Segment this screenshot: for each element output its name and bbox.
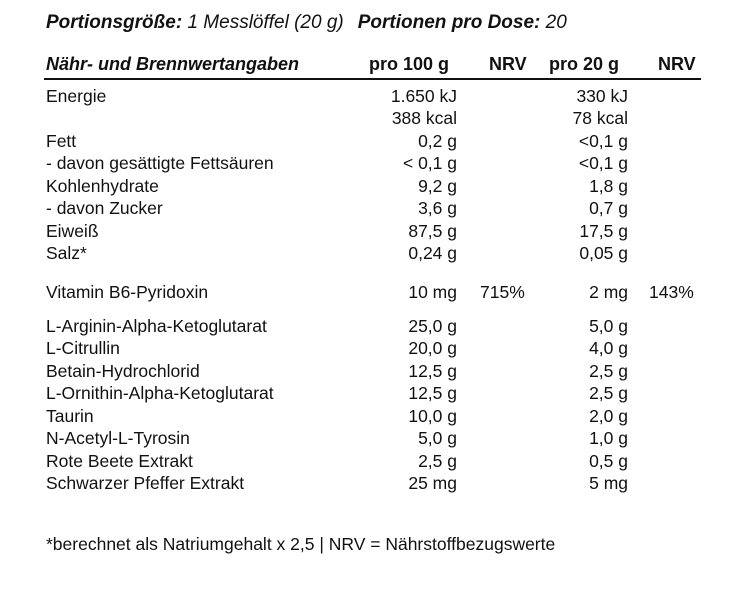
row-value-20g: 1,0 g (589, 428, 628, 448)
row-label: Betain-Hydrochlorid (46, 361, 200, 381)
footnote: *berechnet als Natriumgehalt x 2,5 | NRV = Nährstoffbezugswerte (46, 534, 556, 554)
row-nrv-20g: 143% (649, 282, 694, 302)
header-per-100g: pro 100 g (369, 54, 450, 74)
row-label: L-Citrullin (46, 338, 120, 358)
row-value-20g: 330 kJ (576, 86, 628, 106)
row-value-20g: 17,5 g (579, 221, 628, 241)
row-value-100g: 10,0 g (408, 406, 457, 426)
row-label: - davon Zucker (46, 198, 163, 218)
row-value-20g: 78 kcal (572, 108, 628, 128)
servings-per-can-value: 20 (545, 12, 567, 33)
serving-size-label: Portionsgröße: (46, 12, 183, 33)
row-value-20g: 2,5 g (589, 361, 628, 381)
row-value-100g: < 0,1 g (402, 153, 457, 173)
row-label: Schwarzer Pfeffer Extrakt (46, 473, 245, 493)
row-value-20g: 4,0 g (589, 338, 628, 358)
row-label: N-Acetyl-L-Tyrosin (46, 428, 190, 448)
header-nutrition-label: Nähr- und Brennwertangaben (46, 54, 300, 74)
row-label: L-Ornithin-Alpha-Ketoglutarat (46, 383, 274, 403)
row-label: Fett (46, 131, 77, 151)
row-value-100g: 3,6 g (418, 198, 457, 218)
row-value-20g: 5,0 g (589, 316, 628, 336)
row-value-100g: 5,0 g (418, 428, 457, 448)
row-label: Kohlenhydrate (46, 176, 159, 196)
row-value-100g: 87,5 g (408, 221, 457, 241)
row-label: Rote Beete Extrakt (46, 451, 193, 471)
row-label: Salz* (46, 243, 87, 263)
row-value-100g: 1.650 kJ (390, 86, 457, 106)
row-value-100g: 20,0 g (408, 338, 457, 358)
row-value-20g: 2 mg (589, 282, 628, 302)
row-value-20g: 2,0 g (589, 406, 628, 426)
row-value-20g: 5 mg (589, 473, 628, 493)
row-value-100g: 12,5 g (408, 361, 457, 381)
row-value-100g: 388 kcal (391, 108, 457, 128)
row-value-100g: 9,2 g (418, 176, 457, 196)
row-value-100g: 0,2 g (418, 131, 457, 151)
row-label: Taurin (46, 406, 94, 426)
row-value-100g: 12,5 g (408, 383, 457, 403)
header-rule (44, 78, 701, 80)
row-value-20g: 1,8 g (589, 176, 628, 196)
row-label: L-Arginin-Alpha-Ketoglutarat (46, 316, 267, 336)
row-nrv-100g: 715% (480, 282, 525, 302)
row-label: Eiweiß (46, 221, 99, 241)
row-value-100g: 25,0 g (408, 316, 457, 336)
header-nrv-20g: NRV (658, 54, 696, 74)
row-value-100g: 10 mg (408, 282, 457, 302)
header-nrv-100g: NRV (489, 54, 527, 74)
row-value-100g: 2,5 g (418, 451, 457, 471)
serving-size-value: 1 Messlöffel (20 g) (187, 12, 344, 33)
row-value-100g: 25 mg (408, 473, 457, 493)
header-per-20g: pro 20 g (549, 54, 620, 74)
row-label: - davon gesättigte Fettsäuren (46, 153, 274, 173)
serving-info (46, 12, 567, 34)
row-value-100g: 0,24 g (408, 243, 457, 263)
row-value-20g: <0,1 g (578, 153, 628, 173)
row-value-20g: 0,05 g (579, 243, 628, 263)
row-value-20g: 0,5 g (589, 451, 628, 471)
row-label: Energie (46, 86, 107, 106)
row-value-20g: 0,7 g (589, 198, 628, 218)
row-label: Vitamin B6-Pyridoxin (46, 282, 209, 302)
row-value-20g: 2,5 g (589, 383, 628, 403)
row-value-20g: <0,1 g (578, 131, 628, 151)
servings-per-can-label: Portionen pro Dose: (357, 12, 541, 33)
